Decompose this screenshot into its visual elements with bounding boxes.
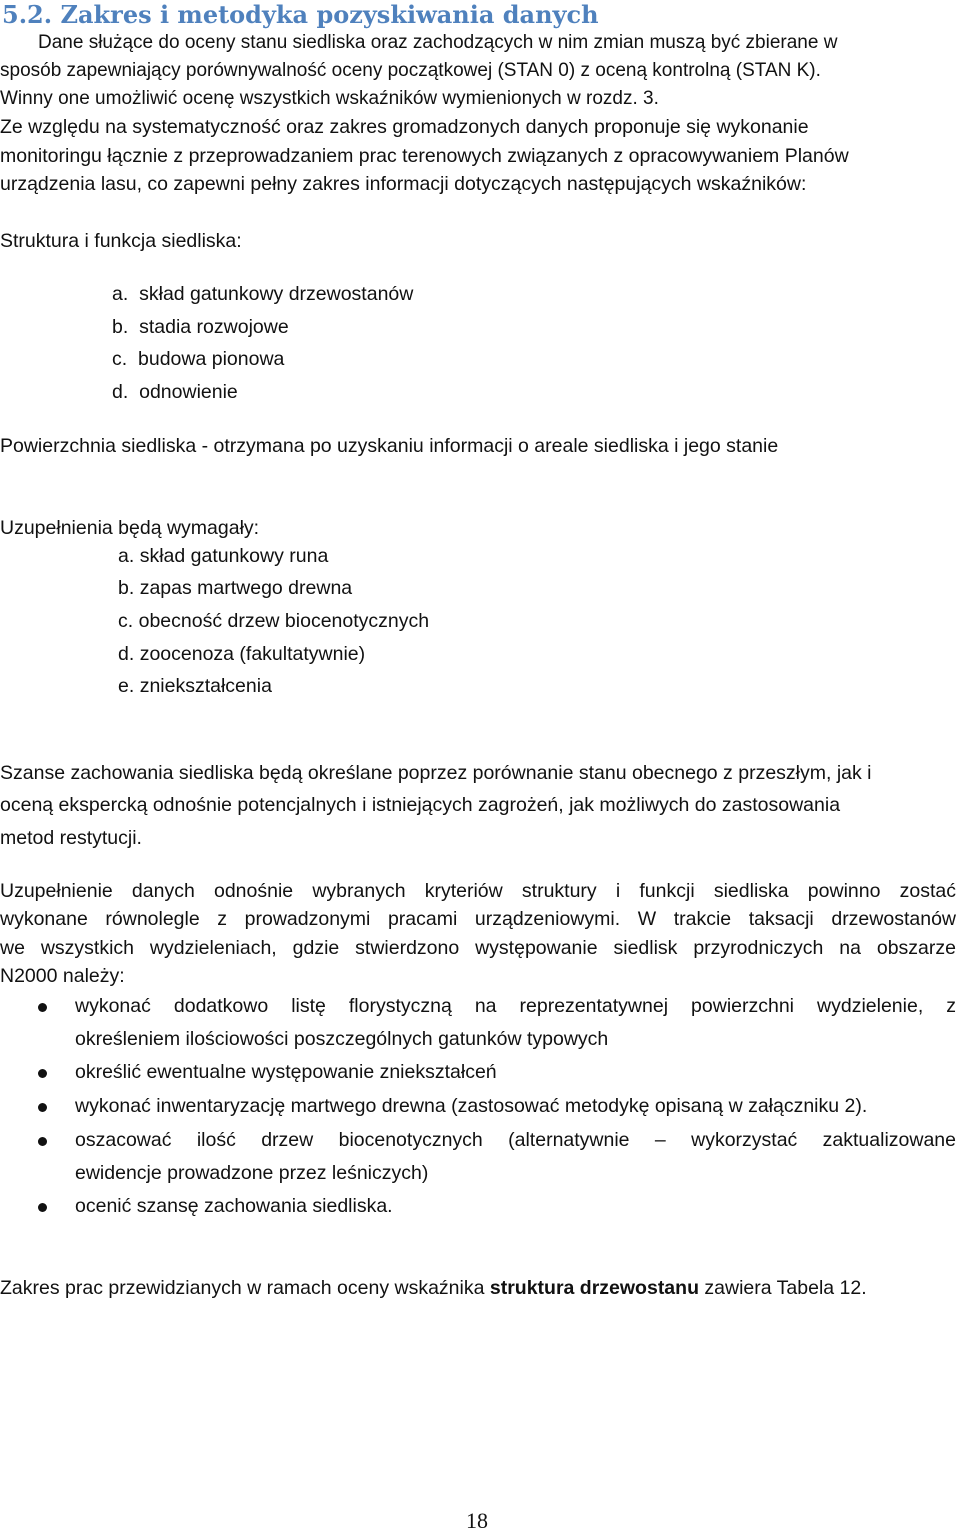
bullet-2: określić ewentualne występowanie zniekształceń — [75, 1061, 497, 1083]
bullet-1-line-1: wykonać dodatkowo listę florystyczną na reprezentatywnej powierzchni wydzielenie, z — [75, 995, 956, 1017]
chances-line-1: Szanse zachowania siedliska będą określane poprzez porównanie stanu obecnego z przeszłym, jak i — [0, 762, 872, 784]
intro-line-6: urządzenia lasu, co zapewni pełny zakres informacji dotyczących następujących wskaźników: — [0, 173, 807, 195]
list-text: skład gatunkowy runa — [139, 545, 329, 567]
intro-line-1: Dane służące do oceny stanu siedliska oraz zachodzących w nim zmian muszą być zbierane w — [38, 32, 838, 53]
list-item — [118, 577, 352, 600]
bullet-icon — [38, 1103, 47, 1112]
list-marker: e. — [118, 675, 135, 697]
bullet-4-line-2: ewidencje prowadzone przez leśniczych) — [75, 1162, 429, 1184]
closing-text-bold: struktura drzewostanu — [489, 1277, 699, 1299]
list-marker: a. — [118, 545, 135, 567]
list-item — [112, 283, 413, 306]
section-heading — [2, 0, 599, 29]
list-text: zapas martwego drewna — [139, 577, 353, 599]
list-text: skład gatunkowy drzewostanów — [139, 283, 414, 305]
bullet-5: ocenić szansę zachowania siedliska. — [75, 1195, 393, 1217]
chances-line-3: metod restytucji. — [0, 827, 142, 849]
list-text: stadia rozwojowe — [139, 316, 289, 338]
list-marker: b. — [118, 577, 135, 599]
list-text: zoocenoza (fakultatywnie) — [139, 643, 366, 665]
bullet-4-line-1: oszacować ilość drzew biocenotycznych (alternatywnie – wykorzystać zaktualizowane — [75, 1129, 956, 1151]
intro-line-3: Winny one umożliwić ocenę wszystkich wskaźników wymienionych w rozdz. 3. — [0, 88, 659, 109]
bullet-icon — [38, 1003, 47, 1012]
list-item — [112, 381, 238, 404]
list-marker: d. — [118, 643, 135, 665]
complement-line-1: Uzupełnienie danych odnośnie wybranych kryteriów struktury i funkcji siedliska powinno zostać — [0, 880, 956, 902]
list-text: obecność drzew biocenotycznych — [138, 610, 430, 632]
bullet-1-line-2: określeniem ilościowości poszczególnych gatunków typowych — [75, 1028, 609, 1050]
closing-text-after: zawiera Tabela 12. — [698, 1277, 867, 1299]
intro-line-4: Ze względu na systematyczność oraz zakres gromadzonych danych proponuje się wykonanie — [0, 116, 809, 138]
supplements-heading: Uzupełnienia będą wymagały: — [0, 517, 260, 539]
bullet-icon — [38, 1203, 47, 1212]
bullet-icon — [38, 1137, 47, 1146]
bullet-icon — [38, 1069, 47, 1078]
intro-line-5: monitoringu łącznie z przeprowadzaniem prac terenowych związanych z opracowywaniem Planów — [0, 145, 849, 167]
complement-line-2: wykonane równolegle z prowadzonymi pracami urządzeniowymi. W trakcie taksacji drzewostanów — [0, 908, 956, 930]
list-marker: c. — [118, 610, 134, 632]
list-marker: c. — [112, 348, 128, 370]
closing-paragraph — [0, 1277, 867, 1300]
chances-line-2: oceną ekspercką odnośnie potencjalnych i istniejących zagrożeń, jak możliwych do zastosowania — [0, 794, 841, 816]
list-item — [118, 610, 429, 633]
structure-heading: Struktura i funkcja siedliska: — [0, 230, 242, 252]
list-item — [118, 643, 365, 666]
list-item — [118, 545, 328, 568]
list-text: zniekształcenia — [139, 675, 272, 697]
list-item — [112, 348, 284, 371]
list-marker: a. — [112, 283, 129, 305]
section-number: 5.2. — [2, 0, 53, 29]
closing-text-before: Zakres prac przewidzianych w ramach oceny wskaźnika — [0, 1277, 490, 1299]
list-item — [112, 316, 289, 339]
list-text: budowa pionowa — [138, 348, 285, 370]
complement-line-3: we wszystkich wydzieleniach, gdzie stwierdzono występowanie siedlisk przyrodniczych na obszarze — [0, 937, 956, 959]
intro-line-2: sposób zapewniający porównywalność oceny początkowej (STAN 0) z oceną kontrolną (STAN K). — [0, 60, 821, 81]
list-marker: b. — [112, 316, 129, 338]
list-marker: d. — [112, 381, 129, 403]
section-title: Zakres i metodyka pozyskiwania danych — [60, 0, 599, 29]
page-number: 18 — [466, 1508, 488, 1533]
complement-line-4: N2000 należy: — [0, 965, 125, 987]
list-text: odnowienie — [139, 381, 238, 403]
bullet-3: wykonać inwentaryzację martwego drewna (zastosować metodykę opisaną w załączniku 2). — [75, 1095, 868, 1117]
list-item — [118, 675, 272, 698]
area-paragraph: Powierzchnia siedliska - otrzymana po uzyskaniu informacji o areale siedliska i jego stanie — [0, 435, 779, 457]
